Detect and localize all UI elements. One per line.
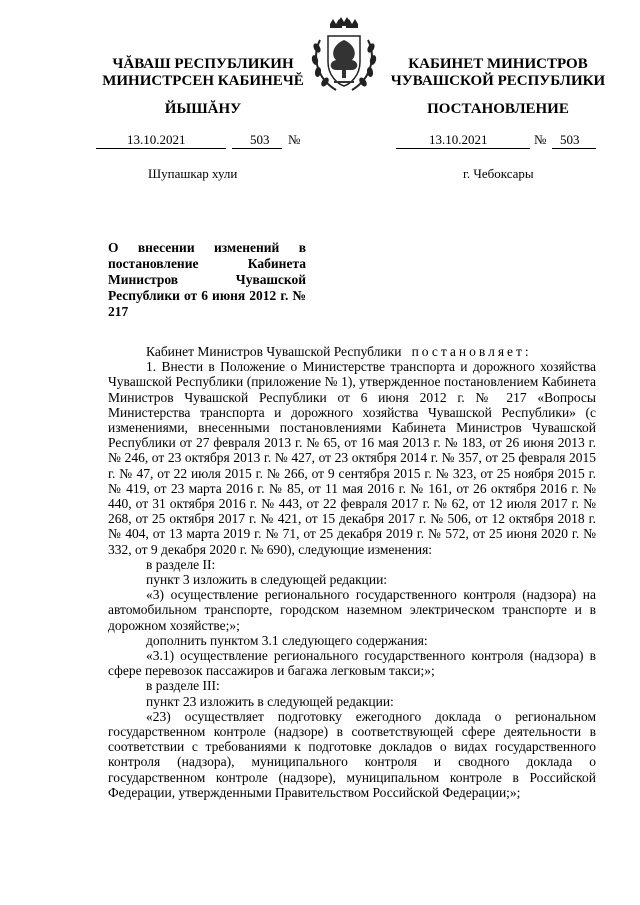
left-date: 13.10.2021	[127, 132, 186, 147]
city-chuvash: Шупашкар хули	[148, 166, 238, 181]
coat-of-arms-chuvashia-icon	[306, 16, 382, 96]
paragraph-4: «3) осуществление регионального государственного контроля (надзора) на автомобильном транспорте, городском наземном электрическом транспорте и в дорожном хозяйстве;»;	[108, 587, 596, 633]
right-date: 13.10.2021	[429, 132, 488, 147]
doc-type-russian: ПОСТАНОВЛЕНИЕ	[427, 101, 569, 117]
right-no-sign: №	[534, 132, 547, 147]
left-date-underline	[96, 148, 226, 149]
header-left-line2: МИНИСТРСЕН КАБИНЕЧĔ	[102, 73, 304, 89]
left-no-sign: №	[288, 132, 301, 147]
header-left-authority	[88, 56, 318, 90]
intro-paragraph	[108, 344, 596, 359]
paragraph-3: пункт 3 изложить в следующей редакции:	[146, 572, 388, 588]
intro-resolves: постановляет:	[411, 344, 532, 359]
paragraph-6: «3.1) осуществление регионального государственного контроля (надзора) в сфере перевозок пассажиров и багажа легковым такси;»;	[108, 648, 596, 679]
paragraph-5: дополнить пунктом 3.1 следующего содержания:	[146, 632, 428, 648]
left-number: 503	[250, 132, 270, 147]
document-title: О внесении изменений в постановление Кабинета Министров Чувашской Республики от 6 июня 2012 г. № 217	[108, 240, 306, 319]
paragraph-7: в разделе III:	[146, 678, 220, 694]
paragraph-2: в разделе II:	[146, 556, 216, 572]
header-right-line1: КАБИНЕТ МИНИСТРОВ	[408, 56, 588, 72]
header-right-line2: ЧУВАШСКОЙ РЕСПУБЛИКИ	[390, 73, 606, 89]
paragraph-1: 1. Внести в Положение о Министерстве транспорта и дорожного хозяйства Чувашской Республики (приложение № 1), утвержденное постановлением Кабинета Министров Чувашской Республики от 6 июня 2012 г. № 217 «Вопросы Министерства транспорта и дорожного хозяйства Чувашской Республики» (с изменениями, внесенными постановлениями Кабинета Министров Чувашской Республики от 27 февраля 2013 г. № 65, от 16 мая 2013 г. № 183, от 26 июня 2013 г. № 246, от 23 октября 2013 г. № 427, от 23 октября 2014 г. № 357, от 25 февраля 2015 г. № 47, от 22 июля 2015 г. № 266, от 9 сентября 2015 г. № 323, от 25 ноября 2015 г. № 419, от 23 марта 2016 г. № 85, от 11 мая 2016 г. № 161, от 26 октября 2016 г. № 440, от 31 октября 2016 г. № 443, от 22 февраля 2017 г. № 62, от 12 июля 2017 г. № 268, от 25 октября 2017 г. № 421, от 15 декабря 2017 г. № 506, от 12 октября 2018 г. № 404, от 13 марта 2019 г. № 71, от 25 декабря 2019 г. № 572, от 25 июня 2020 г. № 332, от 9 декабря 2020 г. № 690), следующие изменения:	[108, 359, 596, 557]
right-number: 503	[560, 132, 580, 147]
header-right-authority	[378, 56, 618, 90]
intro-text: Кабинет Министров Чувашской Республики	[146, 344, 402, 359]
document-body	[108, 344, 596, 800]
right-number-underline	[552, 148, 596, 149]
right-date-underline	[396, 148, 530, 149]
paragraph-8: пункт 23 изложить в следующей редакции:	[146, 693, 394, 709]
doc-type-chuvash: ЙЫШĂНУ	[164, 101, 242, 117]
paragraph-9: «23) осуществляет подготовку ежегодного доклада о региональном государственном контроле (надзоре) в соответствующей сфере деятельности в соответствии с требованиями к подготовке докладов о видах государственного контроля (надзора), муниципального контроля и сводного доклада о государственном контроле (надзоре), муниципальном контроле в Российской Федерации, утвержденными Правительством Российской Федерации;»;	[108, 708, 596, 800]
left-number-underline	[232, 148, 282, 149]
header-left-line1: ЧĂВАШ РЕСПУБЛИКИН	[112, 56, 294, 72]
city-russian: г. Чебоксары	[463, 166, 534, 181]
